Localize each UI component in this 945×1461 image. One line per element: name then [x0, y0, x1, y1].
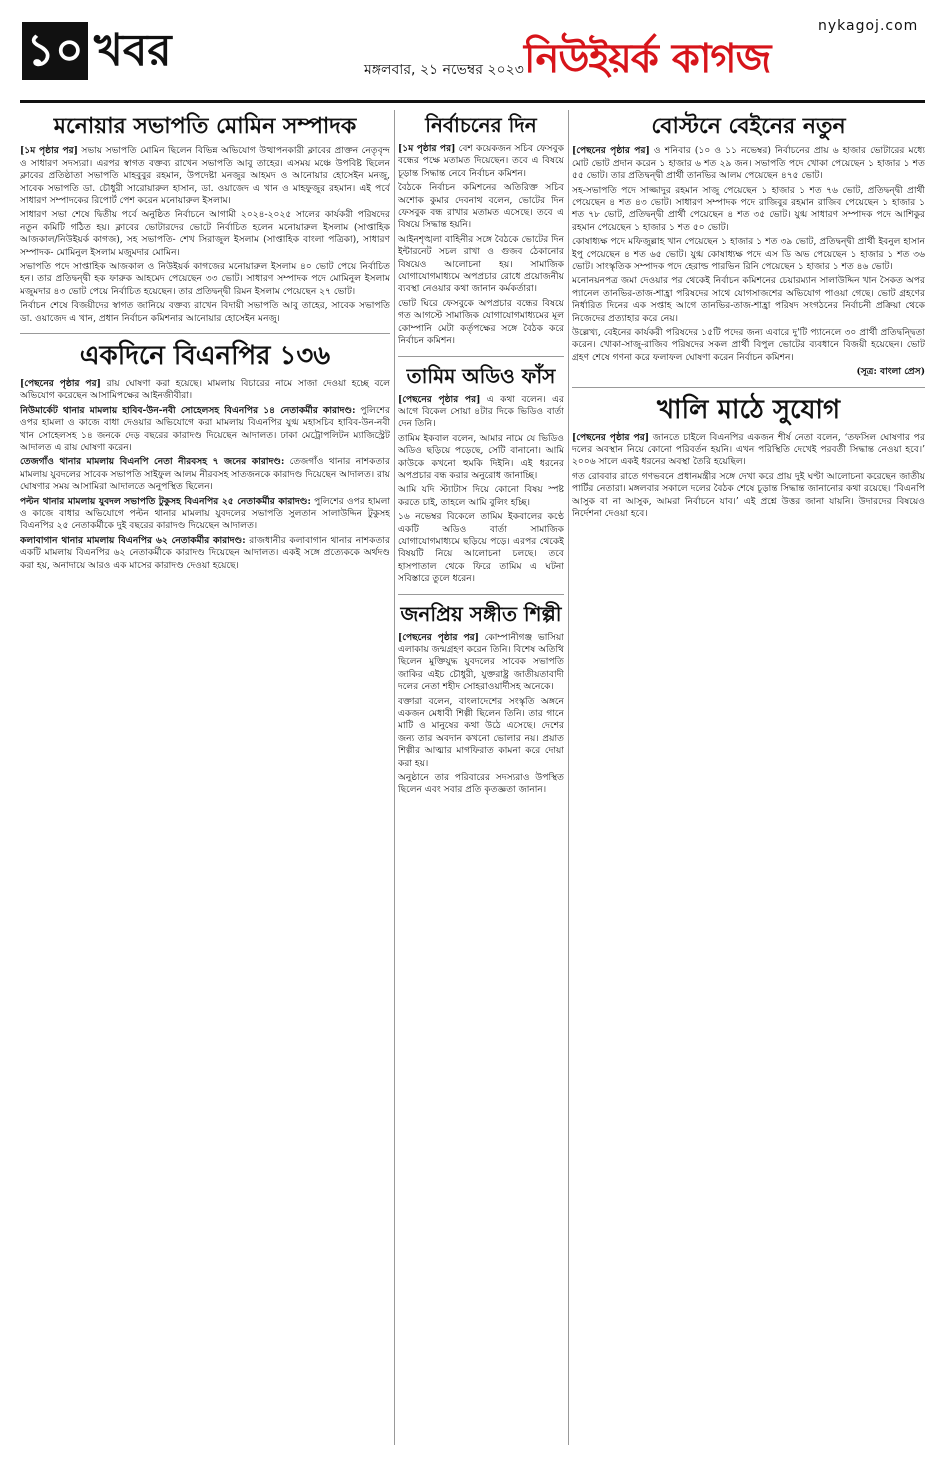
- headline: একদিনে বিএনপির ১৩৬: [79, 340, 331, 371]
- paragraph: এ কথা বলেন। এর আগে বিকেল সোয়া ৪টার দিকে ভিডিও বার্তা দেন তিনি।: [398, 394, 564, 430]
- headline: নির্বাচনের দিন: [425, 113, 537, 137]
- continuation-tag: [পেছনের পৃষ্ঠার পর]: [20, 377, 101, 389]
- paragraph: নির্বাচন শেষে বিজয়ীদের স্বাগত জানিয়ে বক্তব্য রাখেন বিদায়ী সভাপতি আবু তাহের, সাবেক সভাপতি ডা. ওয়াজেদ এ খান, প্রধান নির্বাচন কমিশনার আনোয়ার হোসেইন মনজু।: [20, 301, 390, 324]
- article-empty-field: [572, 396, 925, 521]
- newspaper-logo: [524, 34, 770, 84]
- paragraph: ১৬ নভেম্বর বিকেলে তামিম ইকবালের কণ্ঠে একটি অডিও বার্তা সামাজিক যোগাযোগমাধ্যমে ছড়িয়ে পড়ে। এরপর থেকেই বিষয়টি নিয়ে আলোচনা চলছে। তবে হাসপাতাল থেকে ফিরে তামিম এ ঘটনা সবিস্তারে তুলে ধরেন।: [398, 512, 564, 585]
- paragraph: গত রোববার রাতে গণভবনে প্রধানমন্ত্রীর সঙ্গে দেখা করে প্রায় দুই ঘণ্টা আলোচনা করেছেন জাতীয় পার্টির নেতারা। মঙ্গলবার সকালে দলের বৈঠক শেষে চূড়ান্ত সিদ্ধান্ত জানানোর কথা রয়েছে। ‘বিএনপি আসুক বা না আসুক, আমরা নির্বাচনে যাব।’ এই প্রশ্নে উত্তর জানা যায়নি। উদারদের বিষয়েও নির্দেশনা দেওয়া হবে।: [572, 471, 925, 519]
- paragraph: বৈঠকে নির্বাচন কমিশনের অতিরিক্ত সচিব অশোক কুমার দেবনাথ বলেন, ভোটের দিন ফেসবুক বন্ধ রাখার মতামত এসেছে। তবে এ বিষয়ে সিদ্ধান্ত হয়নি।: [398, 183, 564, 231]
- continuation-tag: [পেছনের পৃষ্ঠার পর]: [398, 393, 481, 405]
- divider: [398, 356, 564, 357]
- quote: আমি যদি স্ট্যাটাস দিয়ে কোনো বিষয় স্পষ্ট করতে চাই, তাহলে আমি বুলিং হচ্ছি।: [398, 485, 564, 508]
- article-bnp-136: [20, 342, 390, 572]
- paragraph: বক্তারা বলেন, বাংলাদেশের সংস্কৃতি অঙ্গনে একজন মেধাবী শিল্পী ছিলেন তিনি। তার গানে মাটি ও মানুষের কথা উঠে এসেছে। দেশের জন্য তার অবদান কখনো ভোলার নয়। প্রয়াত শিল্পীর আত্মার মাগফিরাত কামনা করে দোয়া করা হয়।: [398, 696, 564, 769]
- paragraph: তেজগাঁও থানার নাশকতার মামলায় যুবদলের সাবেক সভাপতি সাইফুল আলম নীরবসহ সাতজনকে কারাদণ্ড দিয়েছেন আদালত। রায় ঘোষণার সময় আসামিরা আদালতে অনুপস্থিত ছিলেন।: [20, 457, 390, 493]
- paragraph: সভায় সভাপতি মোমিন ছিলেন বিভিন্ন অভিযোগ উত্থাপনকারী ক্লাবের প্রাক্তন নেতৃবৃন্দ ও সাধারণ সদস্যরা। এরপর স্বাগত বক্তব্য রাখেন সভাপতি আবু তাহের। এসময় মঞ্চে উপবিষ্ট ছিলেন ক্লাবের প্রতিষ্ঠাতা সভাপতি মাহবুবুর রহমান, উপদেষ্টা মনজুর আহমদ ও আনোয়ার হোসেইন মনজু, সাবেক সভাপতি ডা. চৌধুরী সারোয়ারুল হাসান, ডা. ওয়াজেদ এ খান ও মাহফুজুর রহমান। এই পর্বে সাধারণ সম্পাদকের রিপোর্ট পেশ করেন মনোয়ারুল ইসলাম।: [20, 146, 390, 206]
- continuation-tag: [পেছনের পৃষ্ঠার পর]: [572, 145, 650, 157]
- paragraph: রাজধানীর কলাবাগান থানার নাশকতার একটি মামলায় বিএনপির ৬২ নেতাকর্মীকে কারাদণ্ড দিয়েছেন আদালত। একই সঙ্গে প্রত্যেককে অর্থদণ্ড করা হয়, অনাদায়ে আরও এক মাসের কারাদণ্ড দেওয়া হয়েছে।: [20, 535, 390, 571]
- article-singer: [398, 603, 564, 797]
- page-number: ১০: [22, 22, 88, 80]
- paragraph: পুলিশের ওপর হামলা ও কাজে বাধার অভিযোগে পল্টন থানার মামলায় যুবদলের সভাপতি সুলতান সালাউদ্দিন টুকুসহ বিএনপির ২৫ নেতাকর্মীকে দুই বছরের কারাদণ্ড দিয়েছেন আদালত।: [20, 496, 390, 532]
- paragraph: সহ-সভাপতি পদে সাজ্জাদুর রহমান সাজু পেয়েছেন ১ হাজার ১ শত ৭৬ ভোট, প্রতিদ্বন্দ্বী প্রার্থী পেয়েছেন ৪ শত ৪৩ ভোট। সাধারণ সম্পাদক পদে রাজিবুর রহমান রাজিব পেয়েছেন ১ হাজার ১ শত ৭৮ ভোট, প্রতিদ্বন্দ্বী প্রার্থী পেয়েছেন ৪ শত ৩৫ ভোট। যুগ্ম সাধারণ সম্পাদক পদে আশিকুর রহমান পেয়েছেন ১ হাজার ১ শত ৫০ ভোট।: [572, 185, 925, 233]
- paragraph: উল্লেখ্য, বেইনের কার্যকরী পরিষদের ১৫টি পদের জন্য এবারে দু'টি প্যানেলে ৩০ প্রার্থী প্রতিদ্বন্দ্বিতা করেন। খোকা-সাজু-রাজিব পরিষদের সকল প্রার্থী বিপুল ভোটের ব্যবধানে বিজয়ী হয়েছেন। ভোট গ্রহণ শেষে গণনা করে ফলাফল ঘোষণা করেন নির্বাচন কমিশন।: [572, 327, 925, 363]
- subheading: কলাবাগান থানার মামলায় বিএনপির ৬২ নেতাকর্মীর কারাদণ্ড:: [20, 534, 246, 546]
- subheading: তেজগাঁও থানার মামলায় বিএনপি নেতা নীরবসহ ৭ জনের কারাদণ্ড:: [20, 456, 285, 468]
- continuation-tag: [১ম পৃষ্ঠার পর]: [20, 145, 78, 157]
- paragraph: মনোনয়নপত্র জমা দেওয়ার পর থেকেই নির্বাচন কমিশনের চেয়ারম্যান সালাউদ্দিন খান সৈকত অপর প্যানেল তানভির-তাজ-শাহ্রা পরিষদের সাথে যোগসাজশের অভিযোগ পাওয়া গেছে। ভোট গ্রহণের নির্ধারিত দিনের এক সপ্তাহ আগে তানভির-তাজ-শাহ্রা পরিষদ সংগঠনের নির্বাচনী প্রক্রিয়া থেকে নিজেদের প্রত্যাহার করে নেয়।: [572, 276, 925, 324]
- headline: খালি মাঠে সুযোগ: [656, 394, 841, 425]
- continuation-tag: [পেছনের পৃষ্ঠার পর]: [398, 631, 479, 643]
- headline: মনোয়ার সভাপতি মোমিন সম্পাদক: [53, 114, 357, 139]
- continuation-tag: [১ম পৃষ্ঠার পর]: [398, 143, 456, 154]
- column-left: [20, 110, 390, 1450]
- subheading: নিউমার্কেট থানার মামলায় হাবিব-উন-নবী সোহেলসহ বিএনপির ১৪ নেতাকর্মীর কারাদণ্ড:: [20, 404, 356, 416]
- column-middle: [398, 110, 564, 1450]
- masthead: [0, 0, 945, 98]
- paragraph: তামিম ইকবাল বলেন, আমার নামে যে ভিডিও অডিও ছড়িয়ে পড়েছে, সেটি বানানো। আমি কাউকে কখনো হুমকি দিইনি। এই ধরনের অপপ্রচার বন্ধ করার অনুরোধ জানাচ্ছি।: [398, 433, 564, 481]
- paragraph: ও শনিবার (১০ ও ১১ নভেম্বর) নির্বাচনের প্রায় ৬ হাজার ভোটারের মধ্যে মোট ভোট প্রদান করেন ১ হাজার ৬ শত ২৯ জন। সভাপতি পদে খোকা পেয়েছেন ১ হাজার ১ শত ৫৫ ভোট। তার প্রতিদ্বন্দ্বী প্রার্থী তানভির আলম পেয়েছেন ৪৭৫ ভোট।: [572, 146, 925, 182]
- paragraph: সাধারণ সভা শেষে দ্বিতীয় পর্বে অনুষ্ঠিত নির্বাচনে আগামী ২০২৪-২০২৫ সালের কার্যকরী পরিষদের নতুন কমিটি গঠিত হয়। ক্লাবের ভোটারদের ভোটে নির্বাচিত হলেন মনোয়ারুল ইসলাম (সাপ্তাহিক আজকাল/নিউইয়র্ক কাগজ), সহ সভাপতি- শেখ সিরাজুল ইসলাম (সাপ্তাহিক বাংলা পত্রিকা), সাধারণ সম্পাদক- মোমিনুল ইসলাম মজুমদার মোমিন।: [20, 210, 390, 258]
- headline: জনপ্রিয় সঙ্গীত শিল্পী: [400, 601, 562, 626]
- paragraph: জানতে চাইলে বিএনপির একজন শীর্ষ নেতা বলেন, ‘তফসিল ঘোষণার পর দলের অবস্থান নিয়ে কোনো পরিবর্তন হয়নি। এখন পরিস্থিতি দেখেই পরবর্তী সিদ্ধান্ত নেওয়া হবে।’ ২০০৬ সালে একই ধরনের অবস্থা তৈরি হয়েছিল।: [572, 432, 925, 468]
- divider: [572, 387, 925, 388]
- logo-part-1: নিউইয়র্ক: [524, 36, 658, 82]
- column-divider: [394, 110, 395, 1445]
- subheading: পল্টন থানার মামলায় যুবদল সভাপতি টুকুসহ বিএনপির ২৫ নেতাকর্মীর কারাদণ্ড:: [20, 495, 311, 507]
- article-monowar: [20, 114, 390, 325]
- paragraph: কোম্পানীগঞ্জ ভাসিয়া এলাকায় জন্মগ্রহণ করেন তিনি। বিশেষ অতিথি ছিলেন মুক্তিযুদ্ধ যুবদলের সাবেক সভাপতি জাকির এইচ চৌধুরী, যুক্তরাষ্ট্র জাতীয়তাবাদী দলের নেতা শহীদ সোহরাওয়ার্দীসহ অনেকে।: [398, 632, 564, 693]
- masthead-rule: [20, 100, 925, 103]
- headline: তামিম অডিও ফাঁস: [406, 363, 556, 388]
- paragraph: রায় ঘোষণা করা হয়েছে। মামলায় বিচারের নামে সাজা দেওয়া হচ্ছে বলে অভিযোগ করেছেন আসামিপক্ষের আইনজীবীরা।: [20, 378, 390, 402]
- column-right: [572, 110, 925, 1450]
- paragraph: বেশ কয়েকজন সচিব ফেসবুক বন্ধের পক্ষে মতামত দিয়েছেন। তবে এ বিষয়ে চূড়ান্ত সিদ্ধান্ত নেবে নির্বাচন কমিশন।: [398, 144, 564, 179]
- section-title: খবর: [94, 25, 172, 76]
- divider: [398, 594, 564, 595]
- article-election-day: [398, 114, 564, 348]
- article-boston-bain: [572, 114, 925, 379]
- column-divider: [568, 110, 569, 1445]
- divider: [20, 333, 390, 334]
- issue-date: মঙ্গলবার, ২১ নভেম্বর ২০২৩: [364, 62, 524, 78]
- paragraph: সভাপতি পদে সাপ্তাহিক আজকাল ও নিউইয়র্ক কাগজের মনোয়ারুল ইসলাম ৪০ ভোট পেয়ে নির্বাচিত হন। তার প্রতিদ্বন্দ্বী হক ফারুক আহমেদ পেয়েছেন ৩৩ ভোট। সাধারণ সম্পাদক পদে মোমিনুল ইসলাম মজুমদার ৪৩ ভোট পেয়ে নির্বাচিত হয়েছেন। তার প্রতিদ্বন্দ্বী রিমন ইসলাম পেয়েছেন ২৭ ভোট।: [20, 261, 390, 297]
- paragraph: আইনশৃঙ্খলা বাহিনীর সঙ্গে বৈঠকে ভোটের দিন ইন্টারনেট সচল রাখা ও গুজব ঠেকানোর বিষয়েও আলোচনা হয়। সামাজিক যোগাযোগমাধ্যমে অপপ্রচার রোধে প্রয়োজনীয় ব্যবস্থা নেওয়ার কথা জানান কর্মকর্তারা।: [398, 234, 564, 295]
- paragraph: অনুষ্ঠানে তার পরিবারের সদস্যরাও উপস্থিত ছিলেন এবং সবার প্রতি কৃতজ্ঞতা জানান।: [398, 773, 564, 796]
- paragraph: পুলিশের ওপর হামলা ও কাজে বাধা দেওয়ার অভিযোগে করা মামলায় বিএনপির যুগ্ম মহাসচিব হাবিব-উন-নবী খান সোহেলসহ ১৪ জনকে দেড় বছরের কারাদণ্ড দিয়েছেন আদালত। ঢাকা মেট্রোপলিটন ম্যাজিস্ট্রেট আদালত এ রায় ঘোষণা করেন।: [20, 405, 390, 453]
- website-url: nykagoj.com: [818, 18, 919, 34]
- source-credit: (সূত্র: বাংলা প্রেস): [856, 366, 925, 378]
- paragraph: কোষাধ্যক্ষ পদে মফিজুল্লাহ খান পেয়েছেন ১ হাজার ১ শত ৩৯ ভোট, প্রতিদ্বন্দ্বী প্রার্থী ইবনুল হাসান ইপু পেয়েছেন ৪ শত ৬৫ ভোট। যুগ্ম কোষাধ্যক্ষ পদে এস ডি অভ পেয়েছেন ১ হাজার ১ শত ৩৬ ভোট। সাংস্কৃতিক সম্পাদক পদে হেরাল্ড পারভিন রিনি পেয়েছেন ১ হাজার ১ শত ৪৬ ভোট।: [572, 237, 925, 272]
- logo-part-2: কাগজ: [671, 36, 771, 82]
- continuation-tag: [পেছনের পৃষ্ঠার পর]: [572, 431, 650, 443]
- headline: বোস্টনে বেইনের নতুন: [651, 114, 846, 139]
- paragraph: ভোট ঘিরে ফেসবুকে অপপ্রচার বন্ধের বিষয়ে গত আগস্টে সামাজিক যোগাযোগমাধ্যমের মূল কোম্পানি মেটা কর্তৃপক্ষের সঙ্গে বৈঠক করে নির্বাচন কমিশন।: [398, 298, 564, 347]
- article-tamim-audio: [398, 365, 564, 586]
